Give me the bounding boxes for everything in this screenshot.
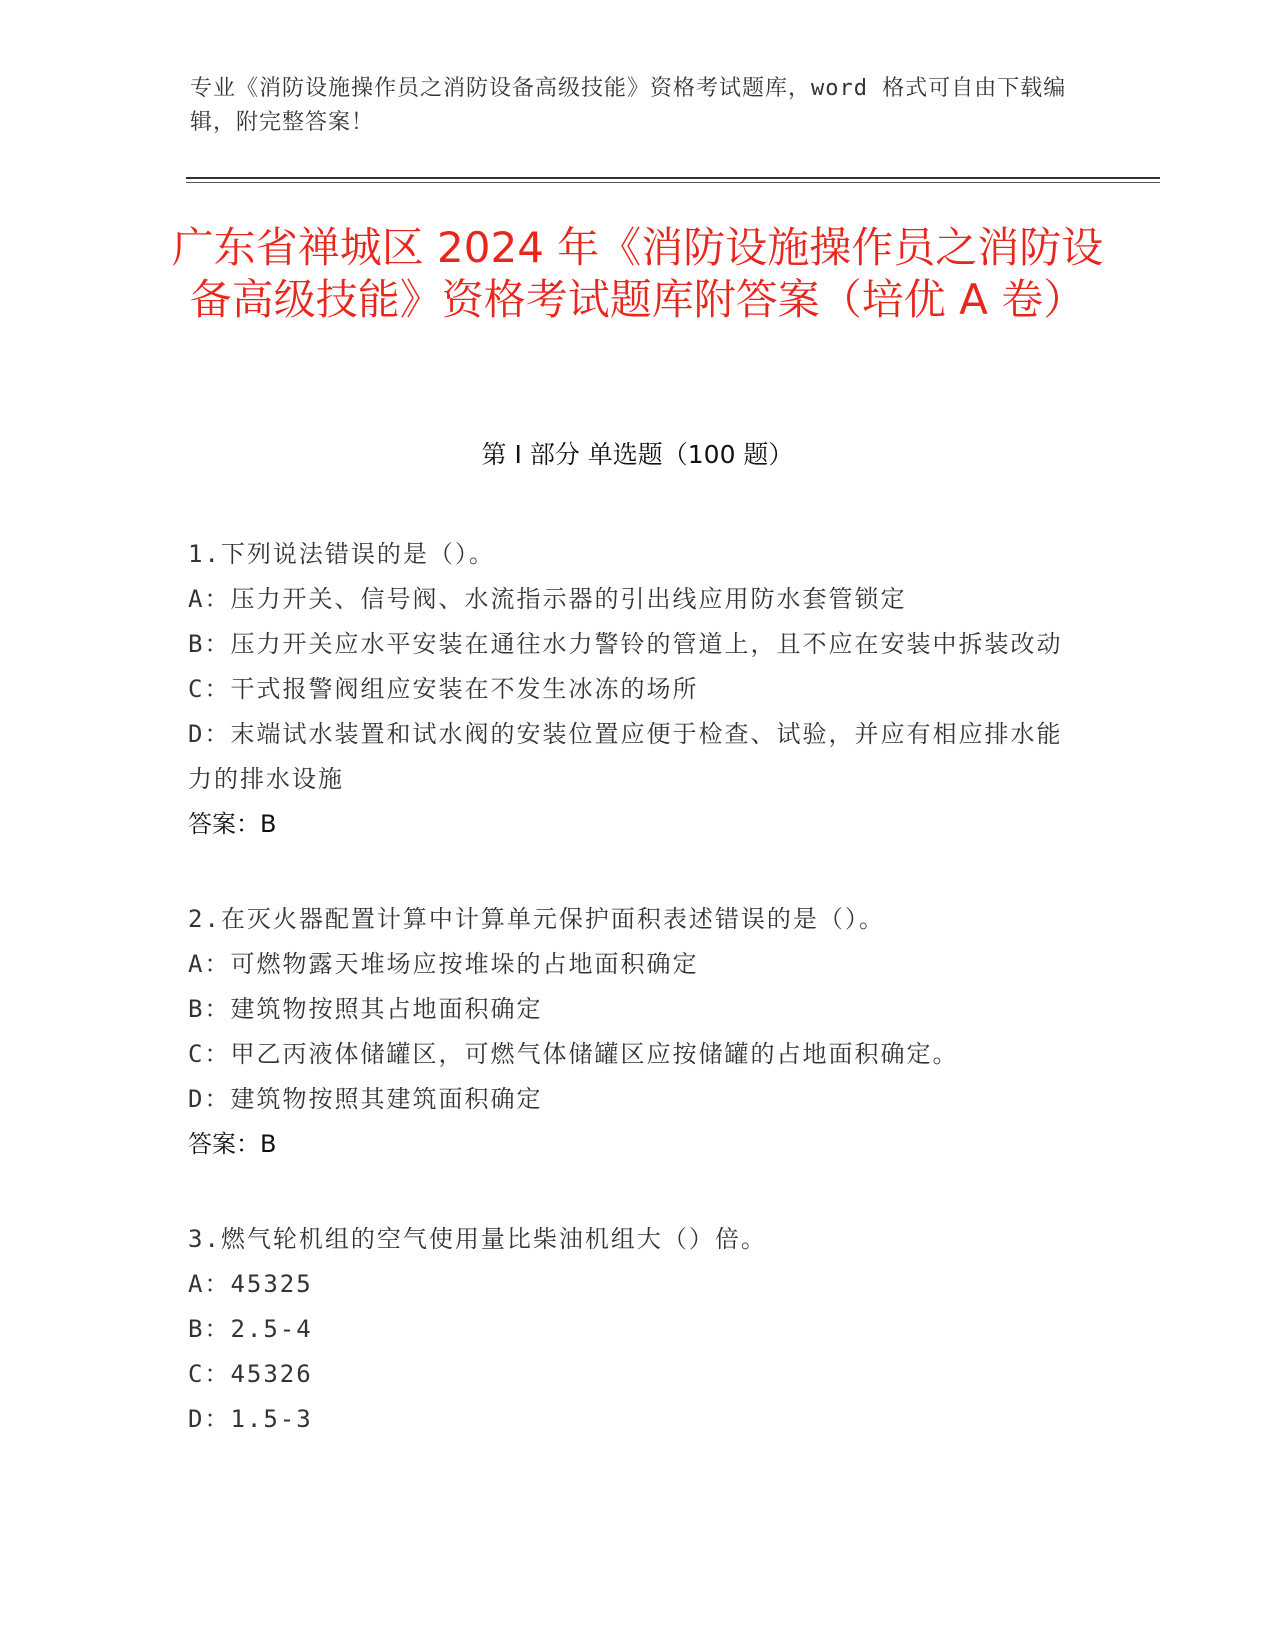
question-list <box>188 532 1068 1492</box>
question-2 <box>188 897 1068 1167</box>
question-stem: 3.燃气轮机组的空气使用量比柴油机组大（）倍。 <box>188 1225 767 1253</box>
option-d: D：末端试水装置和试水阀的安装位置应便于检查、试验，并应有相应排水能力的排水设施 <box>188 720 1063 793</box>
header-note: 专业《消防设施操作员之消防设备高级技能》资格考试题库，word 格式可自由下载编辑，附完整答案！ <box>190 76 1067 135</box>
question-stem: 2.在灭火器配置计算中计算单元保护面积表述错误的是（）。 <box>188 905 885 933</box>
option-b: B：建筑物按照其占地面积确定 <box>188 995 543 1023</box>
question-3 <box>188 1217 1068 1442</box>
answer: 答案：B <box>188 810 277 838</box>
section-heading: 第 I 部分 单选题（100 题） <box>481 440 794 469</box>
option-a: A：压力开关、信号阀、水流指示器的引出线应用防水套管锁定 <box>188 585 907 613</box>
header-divider-thick <box>186 177 1160 179</box>
header-divider-thin <box>186 182 1160 183</box>
option-c: C：45326 <box>188 1360 313 1388</box>
answer: 答案：B <box>188 1130 277 1158</box>
option-b: B：2.5-4 <box>188 1315 313 1343</box>
question-stem: 1.下列说法错误的是（）。 <box>188 540 495 568</box>
option-b: B：压力开关应水平安装在通往水力警铃的管道上，且不应在安装中拆装改动 <box>188 630 1063 658</box>
option-c: C：甲乙丙液体储罐区，可燃气体储罐区应按储罐的占地面积确定。 <box>188 1040 959 1068</box>
question-1 <box>188 532 1068 847</box>
option-a: A：可燃物露天堆场应按堆垛的占地面积确定 <box>188 950 699 978</box>
option-a: A：45325 <box>188 1270 313 1298</box>
option-d: D：建筑物按照其建筑面积确定 <box>188 1085 543 1113</box>
document-title: 广东省禅城区 2024 年《消防设施操作员之消防设备高级技能》资格考试题库附答案（培优 A 卷） <box>171 223 1104 324</box>
option-c: C：干式报警阀组应安装在不发生冰冻的场所 <box>188 675 699 703</box>
option-d: D：1.5-3 <box>188 1405 313 1433</box>
